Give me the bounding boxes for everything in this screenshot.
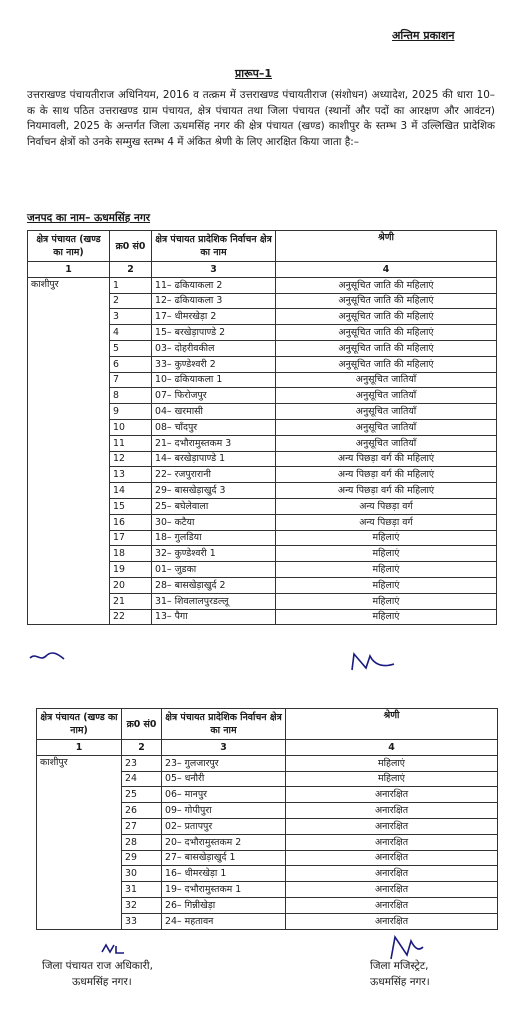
column-index-row — [28, 262, 497, 278]
serial-cell: 1 — [110, 277, 152, 293]
serial-cell: 24 — [122, 771, 162, 787]
category-cell: महिलाएं — [276, 577, 497, 593]
serial-cell: 17 — [110, 530, 152, 546]
serial-cell: 4 — [110, 325, 152, 341]
col-index: 1 — [37, 740, 122, 756]
category-cell: अनुसूचित जातियाँ — [276, 372, 497, 388]
constituency-cell: 25– बघेलेवाला — [152, 498, 276, 514]
constituency-cell: 14– बरखेड़ापाण्डे 1 — [152, 451, 276, 467]
block-name-cell: काशीपुर — [37, 755, 122, 929]
col-index: 4 — [276, 262, 497, 278]
col-header-category: श्रेणी — [276, 231, 497, 262]
constituency-cell: 21– दभौरामुस्तकम 3 — [152, 435, 276, 451]
serial-cell: 19 — [110, 562, 152, 578]
intro-paragraph: उत्तराखण्ड पंचायतीराज अधिनियम, 2016 व तत्क्रम में उत्तराखण्ड पंचायतीराज (संशोधन) अध्यादेश, 2025 की धारा 10–क के साथ पठित उत्तराखण्ड ग्राम पंचायत, क्षेत्र पंचायत तथा जिला पंचायत (स्थानों और पदों का आरक्षण और आवंटन) नियमावली, 2025 के अन्तर्गत जिला ऊधमसिंह नगर की क्षेत्र पंचायत (खण्ड) काशीपुर के स्तम्भ 3 में उल्लिखित प्रादेशिक निर्वाचन क्षेत्रों को उनके सम्मुख स्तम्भ 4 में अंकित श्रेणी के लिए आरक्षित किया जाता है:– — [27, 89, 495, 148]
constituency-cell: 16– धीमरखेड़ा 1 — [162, 866, 286, 882]
signatory-place: ऊधमसिंह नगर। — [370, 976, 430, 988]
signatory-title: जिला मजिस्ट्रेट, — [370, 960, 429, 972]
constituency-cell: 07– फिरोजपुर — [152, 388, 276, 404]
constituency-cell: 02– प्रतापपुर — [162, 818, 286, 834]
table-row — [28, 277, 497, 293]
serial-cell: 7 — [110, 372, 152, 388]
reservation-table-1 — [27, 230, 497, 625]
category-cell: अनुसूचित जाति की महिलाएं — [276, 356, 497, 372]
category-cell: महिलाएं — [276, 562, 497, 578]
category-cell: अनुसूचित जाति की महिलाएं — [276, 293, 497, 309]
serial-cell: 27 — [122, 818, 162, 834]
constituency-cell: 24– महतावन — [162, 913, 286, 929]
category-cell: अनारक्षित — [286, 866, 498, 882]
category-cell: अनारक्षित — [286, 818, 498, 834]
signature-mark — [348, 650, 398, 674]
col-index: 3 — [152, 262, 276, 278]
initials-mark — [28, 650, 68, 664]
serial-cell: 15 — [110, 498, 152, 514]
category-cell: अनारक्षित — [286, 882, 498, 898]
col-index: 3 — [162, 740, 286, 756]
category-cell: अनुसूचित जाति की महिलाएं — [276, 340, 497, 356]
constituency-cell: 33– कुण्डेश्वरी 2 — [152, 356, 276, 372]
serial-cell: 23 — [122, 755, 162, 771]
constituency-cell: 19– दभौरामुस्तकम 1 — [162, 882, 286, 898]
category-cell: अनारक्षित — [286, 850, 498, 866]
constituency-cell: 28– बासखेड़ाखुर्द 2 — [152, 577, 276, 593]
column-index-row — [37, 740, 498, 756]
constituency-cell: 09– गोपीपुरा — [162, 803, 286, 819]
col-index: 2 — [110, 262, 152, 278]
constituency-cell: 12– ढकियाकला 3 — [152, 293, 276, 309]
serial-cell: 25 — [122, 787, 162, 803]
category-cell: अनारक्षित — [286, 913, 498, 929]
category-cell: अनुसूचित जातियाँ — [276, 404, 497, 420]
constituency-cell: 01– जुडका — [152, 562, 276, 578]
col-index: 4 — [286, 740, 498, 756]
signature-block-left — [42, 958, 153, 990]
category-cell: अन्य पिछड़ा वर्ग की महिलाएं — [276, 483, 497, 499]
serial-cell: 12 — [110, 451, 152, 467]
serial-cell: 18 — [110, 546, 152, 562]
signatory-title: जिला पंचायत राज अधिकारी, — [42, 960, 153, 972]
constituency-cell: 10– ढकियाकला 1 — [152, 372, 276, 388]
category-cell: महिलाएं — [276, 609, 497, 625]
serial-cell: 21 — [110, 593, 152, 609]
serial-cell: 10 — [110, 419, 152, 435]
constituency-cell: 04– खरमासी — [152, 404, 276, 420]
serial-cell: 8 — [110, 388, 152, 404]
category-cell: महिलाएं — [286, 755, 498, 771]
category-cell: अनुसूचित जातियाँ — [276, 419, 497, 435]
category-cell: महिलाएं — [276, 593, 497, 609]
constituency-cell: 17– धीमरखेड़ा 2 — [152, 309, 276, 325]
serial-cell: 6 — [110, 356, 152, 372]
signatory-place: ऊधमसिंह नगर। — [72, 976, 132, 988]
constituency-cell: 06– मानपुर — [162, 787, 286, 803]
constituency-cell: 18– गुलडिया — [152, 530, 276, 546]
serial-cell: 3 — [110, 309, 152, 325]
category-cell: अन्य पिछड़ा वर्ग — [276, 514, 497, 530]
constituency-cell: 30– कटैया — [152, 514, 276, 530]
serial-cell: 26 — [122, 803, 162, 819]
serial-cell: 30 — [122, 866, 162, 882]
category-cell: अन्य पिछड़ा वर्ग — [276, 498, 497, 514]
col-header-category: श्रेणी — [286, 709, 498, 740]
constituency-cell: 03– दोहरीवकील — [152, 340, 276, 356]
category-cell: अनारक्षित — [286, 803, 498, 819]
table-row — [37, 755, 498, 771]
category-cell: महिलाएं — [276, 530, 497, 546]
category-cell: अनुसूचित जातियाँ — [276, 388, 497, 404]
constituency-cell: 29– बासखेड़ाखुर्द 3 — [152, 483, 276, 499]
signature-block-right — [370, 958, 430, 990]
constituency-cell: 27– बासखेड़ाखुर्द 1 — [162, 850, 286, 866]
constituency-cell: 11– ढकियाकला 2 — [152, 277, 276, 293]
category-cell: अन्य पिछड़ा वर्ग की महिलाएं — [276, 451, 497, 467]
serial-cell: 32 — [122, 897, 162, 913]
category-cell: अनारक्षित — [286, 787, 498, 803]
col-header-constituency: क्षेत्र पंचायत प्रादेशिक निर्वाचन क्षेत्र का नाम — [152, 231, 276, 262]
constituency-cell: 31– शिवलालपुरडल्लू — [152, 593, 276, 609]
serial-cell: 29 — [122, 850, 162, 866]
col-index: 1 — [28, 262, 110, 278]
serial-cell: 28 — [122, 834, 162, 850]
category-cell: अन्य पिछड़ा वर्ग की महिलाएं — [276, 467, 497, 483]
serial-cell: 33 — [122, 913, 162, 929]
serial-cell: 20 — [110, 577, 152, 593]
serial-cell: 14 — [110, 483, 152, 499]
col-header-block: क्षेत्र पंचायत (खण्ड का नाम) — [28, 231, 110, 262]
constituency-cell: 23– गुलजारपुर — [162, 755, 286, 771]
final-publication-label: अन्तिम प्रकाशन — [392, 29, 455, 42]
serial-cell: 31 — [122, 882, 162, 898]
category-cell: अनुसूचित जाति की महिलाएं — [276, 277, 497, 293]
serial-cell: 2 — [110, 293, 152, 309]
category-cell: अनारक्षित — [286, 834, 498, 850]
serial-cell: 16 — [110, 514, 152, 530]
category-cell: अनुसूचित जाति की महिलाएं — [276, 325, 497, 341]
category-cell: महिलाएं — [286, 771, 498, 787]
category-cell: अनुसूचित जातियाँ — [276, 435, 497, 451]
category-cell: महिलाएं — [276, 546, 497, 562]
serial-cell: 13 — [110, 467, 152, 483]
category-cell: अनुसूचित जाति की महिलाएं — [276, 309, 497, 325]
initials-mark — [100, 942, 130, 956]
col-header-serial: क्र0 सं0 — [122, 709, 162, 740]
form-title: प्रारूप–1 — [234, 67, 273, 80]
constituency-cell: 32– कुण्डेश्वरी 1 — [152, 546, 276, 562]
serial-cell: 9 — [110, 404, 152, 420]
constituency-cell: 20– दभौरामुस्तकम 2 — [162, 834, 286, 850]
constituency-cell: 08– चाँदपुर — [152, 419, 276, 435]
serial-cell: 5 — [110, 340, 152, 356]
block-name-cell: काशीपुर — [28, 277, 110, 625]
col-index: 2 — [122, 740, 162, 756]
reservation-table-2 — [36, 708, 498, 930]
constituency-cell: 26– गिन्नीखेड़ा — [162, 897, 286, 913]
constituency-cell: 15– बरखेड़ापाण्डे 2 — [152, 325, 276, 341]
category-cell: अनारक्षित — [286, 897, 498, 913]
district-label: जनपद का नाम– ऊधमसिंह नगर — [27, 212, 151, 224]
col-header-block: क्षेत्र पंचायत (खण्ड का नाम) — [37, 709, 122, 740]
serial-cell: 11 — [110, 435, 152, 451]
constituency-cell: 22– रजपुरारानी — [152, 467, 276, 483]
constituency-cell: 05– धनौरी — [162, 771, 286, 787]
serial-cell: 22 — [110, 609, 152, 625]
col-header-serial: क्र0 सं0 — [110, 231, 152, 262]
col-header-constituency: क्षेत्र पंचायत प्रादेशिक निर्वाचन क्षेत्र का नाम — [162, 709, 286, 740]
constituency-cell: 13– पैगा — [152, 609, 276, 625]
